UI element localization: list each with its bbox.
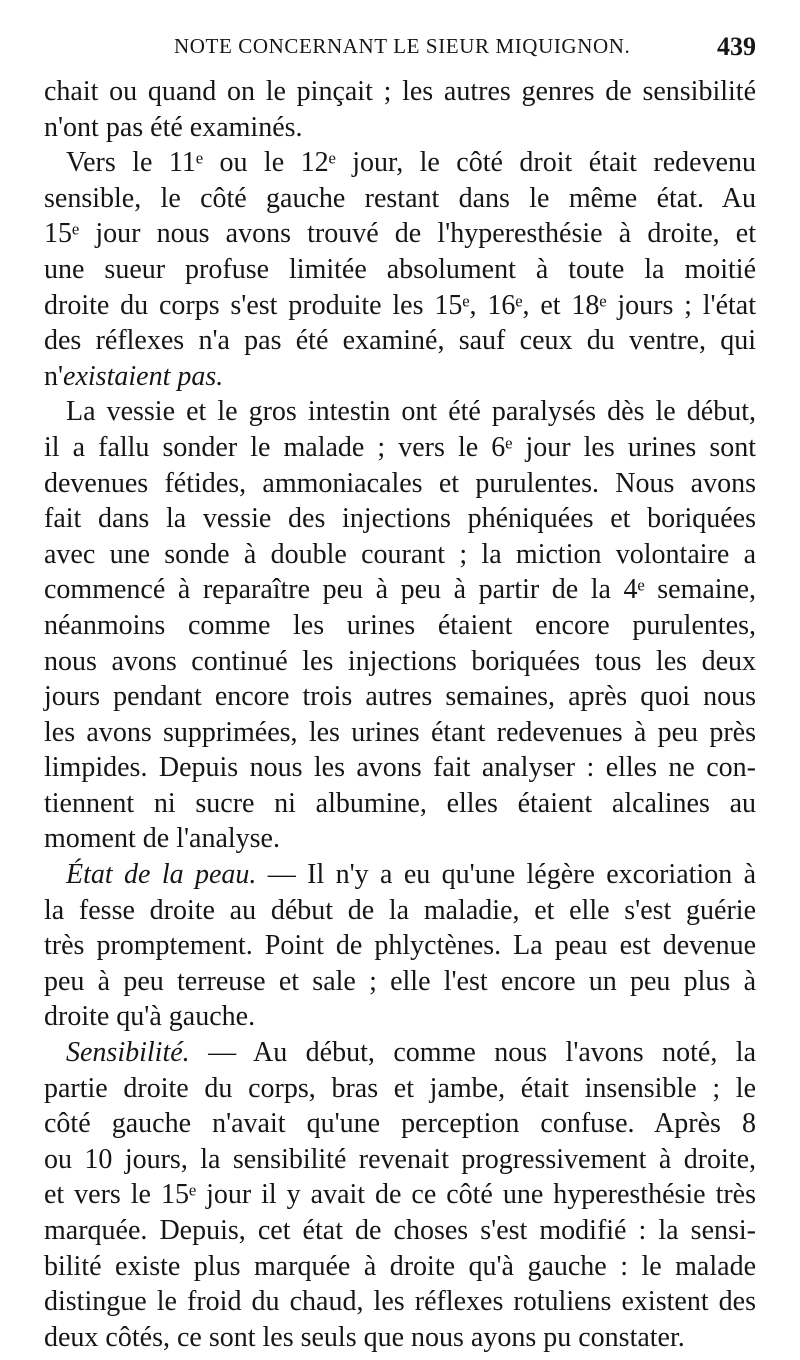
section-heading-sensibilite: Sensibilité. xyxy=(66,1037,190,1069)
text-line: il a fallu sonder le malade ; vers le 6ᵉ jour les urines sont xyxy=(44,431,756,463)
text-line: avec une sonde à double courant ; la miction volontaire a xyxy=(44,538,756,570)
text-line: très promptement. Point de phlyctènes. La peau est devenue xyxy=(44,930,756,962)
page-number: 439 xyxy=(717,32,756,61)
text-line: des réflexes n'a pas été examiné, sauf ceux du ventre, qui xyxy=(44,325,756,357)
text-line: moment de l'analyse. xyxy=(44,823,280,855)
page-header xyxy=(0,30,800,70)
text-line: une sueur profuse limitée absolument à toute la moitié xyxy=(44,253,756,285)
text-line: la fesse droite au début de la maladie, et elle s'est guérie xyxy=(44,894,756,926)
text-line: sensible, le côté gauche restant dans le même état. Au xyxy=(44,182,756,214)
text-line xyxy=(44,857,756,893)
text-line: marquée. Depuis, cet état de choses s'est modifié : la sensi- xyxy=(44,1215,756,1246)
italic-text: existaient pas. xyxy=(63,360,224,392)
text-line: fait dans la vessie des injections phéniquées et boriquées xyxy=(44,503,756,535)
text-run: n' xyxy=(44,360,64,392)
section-heading-etat-de-la-peau: État de la peau. xyxy=(66,859,257,891)
text-line: droite qu'à gauche. xyxy=(44,1001,256,1033)
text-line xyxy=(44,1035,756,1071)
text-run: — Au début, comme nous l'avons noté, la xyxy=(189,1037,756,1069)
text-line: tiennent ni sucre ni albumine, elles étaient alcalines au xyxy=(44,787,756,819)
text-line: côté gauche n'avait qu'une perception confuse. Après 8 xyxy=(44,1108,756,1140)
text-line: La vessie et le gros intestin ont été paralysés dès le début, xyxy=(66,396,756,428)
text-line: deux côtés, ce sont les seuls que nous ayons pu constater. xyxy=(44,1321,685,1353)
text-line: et vers le 15ᵉ jour il y avait de ce côté une hyperesthésie très xyxy=(44,1179,756,1211)
text-line: nous avons continué les injections boriquées tous les deux xyxy=(44,645,756,677)
text-line: distingue le froid du chaud, les réflexes rotuliens existent des xyxy=(44,1286,756,1318)
text-line: Vers le 11ᵉ ou le 12ᵉ jour, le côté droit était redevenu xyxy=(66,147,756,179)
text-line: droite du corps s'est produite les 15ᵉ, 16ᵉ, et 18ᵉ jours ; l'état xyxy=(44,289,756,321)
text-line: ou 10 jours, la sensibilité revenait progressivement à droite, xyxy=(44,1143,756,1175)
text-line: les avons supprimées, les urines étant redevenues à peu près xyxy=(44,716,756,748)
text-line: jours pendant encore trois autres semaines, après quoi nous xyxy=(44,681,756,713)
text-run: — Il n'y a eu qu'une légère excoriation à xyxy=(256,859,756,891)
text-line: limpides. Depuis nous les avons fait analyser : elles ne con- xyxy=(44,752,756,784)
text-line: commencé à reparaître peu à peu à partir de la 4ᵉ semaine, xyxy=(44,574,756,606)
text-line: peu à peu terreuse et sale ; elle l'est encore un peu plus à xyxy=(44,965,756,997)
text-line: chait ou quand on le pinçait ; les autres genres de sensibilité xyxy=(44,76,756,107)
running-title: NOTE CONCERNANT LE SIEUR MIQUIGNON. xyxy=(174,34,631,58)
text-line: 15ᵉ jour nous avons trouvé de l'hyperesthésie à droite, et xyxy=(44,218,756,250)
text-line xyxy=(44,359,756,395)
text-line: partie droite du corps, bras et jambe, était insensible ; le xyxy=(44,1072,756,1104)
body-text xyxy=(44,74,756,1355)
text-line: bilité existe plus marquée à droite qu'à gauche : le malade xyxy=(44,1250,756,1282)
text-line: néanmoins comme les urines étaient encore purulentes, xyxy=(44,609,756,641)
text-line: n'ont pas été examinés. xyxy=(44,111,303,143)
text-line: devenues fétides, ammoniacales et purulentes. Nous avons xyxy=(44,467,756,499)
